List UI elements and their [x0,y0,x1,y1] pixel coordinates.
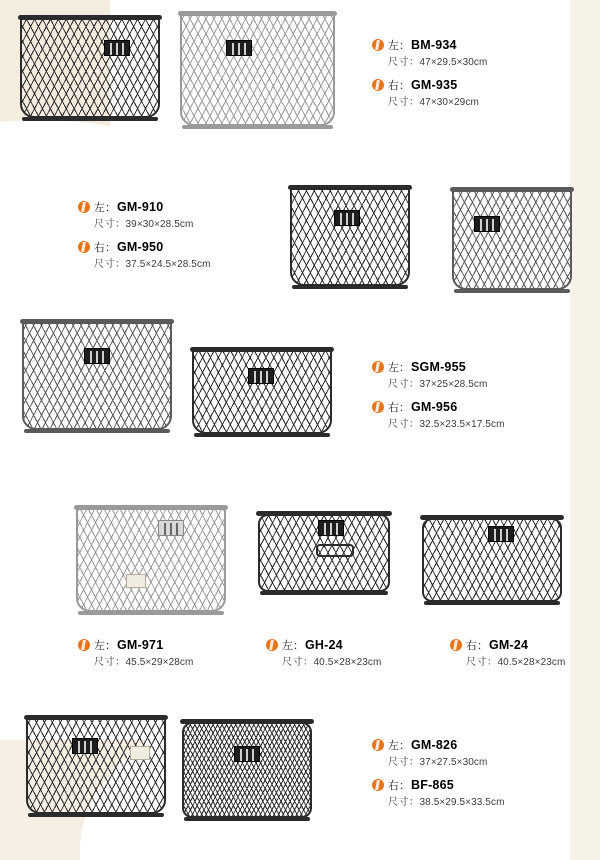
product-image-gm-971 [76,508,226,612]
side-label: 左： [388,740,410,752]
side-label: 左： [94,202,116,214]
side-label: 右： [388,80,410,93]
label-row-code [372,358,505,377]
bullet-icon [372,79,384,91]
side-label: 左： [94,640,116,652]
label-gh-24 [266,636,381,676]
dimension-value: 37×25×28.5cm [419,378,488,390]
mounting-bracket [158,520,184,536]
product-code: GM-971 [117,638,164,652]
bullet-icon [372,779,384,791]
basket-base [22,117,158,121]
label-gm-24 [450,636,565,676]
dimension-label: 尺寸： [388,97,420,109]
dimension-label: 尺寸： [94,656,126,668]
side-label: 右： [388,402,410,415]
dimension-row [388,96,487,111]
basket-base [454,289,570,293]
basket-mesh [26,718,166,814]
product-image-gm-956 [192,350,332,434]
product-code: GM-24 [489,638,529,652]
basket-rim [190,347,334,352]
label-row-code [78,636,193,655]
label-gm-971 [78,636,193,676]
mounting-bracket [318,520,344,536]
basket-mesh [20,18,160,118]
basket-rim [420,515,564,520]
product-image-gm-826 [26,718,166,814]
side-label: 右： [388,780,410,793]
product-code: GH-24 [305,638,343,652]
label-gm-826 [372,736,505,817]
product-code: GM-950 [117,240,164,255]
dimension-label: 尺寸： [388,797,420,809]
label-row-code [372,76,487,95]
dimension-label: 尺寸： [388,56,420,68]
product-image-gm-950 [452,190,572,290]
basket-mesh [22,322,172,430]
product-code: GM-826 [411,738,458,752]
mounting-bracket [234,746,260,762]
dimension-value: 39×30×28.5cm [125,218,194,230]
basket-base [28,813,164,817]
label-row-code [372,398,505,417]
basket-base [78,611,224,615]
basket-rim [20,319,174,324]
dimension-label: 尺寸： [388,756,420,768]
product-code: BF-865 [411,778,454,793]
dimension-value: 37.5×24.5×28.5cm [125,259,211,271]
mounting-bracket [104,40,130,56]
product-image-gm-910 [290,188,410,286]
basket-mesh [452,190,572,290]
dimension-value: 37×27.5×30cm [419,756,488,768]
label-row-code [266,636,381,655]
dimension-row [388,418,505,433]
product-image-gm-935 [180,14,335,126]
mounting-bracket [72,738,98,754]
product-code: GM-935 [411,78,458,93]
dimension-label: 尺寸： [466,656,498,668]
basket-base [182,125,333,129]
basket-base [24,429,170,433]
label-row-code [78,198,211,217]
carry-handle [316,544,354,557]
basket-rim [74,505,228,510]
dimension-row [282,656,381,671]
dimension-row [388,756,505,771]
basket-base [292,285,408,289]
basket-rim [178,11,337,16]
label-row-code [372,36,487,55]
dimension-value: 38.5×29.5×33.5cm [419,797,505,809]
product-code: BM-934 [411,38,457,52]
basket-base [424,601,560,605]
product-image-sgm-955 [22,322,172,430]
dimension-row [466,656,565,671]
side-label: 左： [388,40,410,52]
product-tag [130,746,150,760]
basket-mesh [290,188,410,286]
dimension-row [388,796,505,811]
bullet-icon [372,401,384,413]
basket-base [260,591,388,595]
side-label: 左： [388,362,410,374]
dimension-value: 47×30×29cm [419,97,479,109]
dimension-row [388,56,487,71]
basket-base [194,433,330,437]
dimension-row [94,218,211,233]
bullet-icon [372,361,384,373]
dimension-row [94,656,193,671]
label-sgm-955 [372,358,505,439]
bullet-icon [372,739,384,751]
bullet-icon [450,639,462,651]
basket-rim [18,15,162,20]
basket-mesh [182,722,312,818]
basket-base [184,817,310,821]
dimension-row [94,258,211,273]
basket-mesh [180,14,335,126]
dimension-label: 尺寸： [282,656,314,668]
product-image-gh-24 [258,514,390,592]
basket-rim [256,511,392,516]
mounting-bracket [248,368,274,384]
mounting-bracket [84,348,110,364]
dimension-label: 尺寸： [388,378,420,390]
product-code: GM-910 [117,200,164,214]
product-code: GM-956 [411,400,458,415]
dimension-value: 40.5×28×23cm [313,656,382,668]
product-tag [126,574,146,588]
bullet-icon [266,639,278,651]
bullet-icon [78,201,90,213]
product-image-gm-24 [422,518,562,602]
basket-rim [288,185,412,190]
mounting-bracket [334,210,360,226]
mounting-bracket [474,216,500,232]
basket-mesh [192,350,332,434]
label-gm-910 [78,198,211,279]
product-image-bm-934 [20,18,160,118]
bullet-icon [78,639,90,651]
product-image-bf-865 [182,722,312,818]
mounting-bracket [488,526,514,542]
dimension-label: 尺寸： [94,259,126,271]
label-row-code [78,238,211,257]
label-bm-934 [372,36,487,117]
bullet-icon [78,241,90,253]
background-right-band [570,0,600,860]
basket-rim [24,715,168,720]
dimension-label: 尺寸： [94,218,126,230]
dimension-label: 尺寸： [388,419,420,431]
label-row-code [372,776,505,795]
dimension-value: 47×29.5×30cm [419,56,488,68]
bullet-icon [372,39,384,51]
side-label: 右： [94,242,116,255]
label-row-code [450,636,565,655]
mounting-bracket [226,40,252,56]
dimension-value: 40.5×28×23cm [497,656,566,668]
product-code: SGM-955 [411,360,466,374]
basket-rim [450,187,574,192]
dimension-row [388,378,505,393]
basket-rim [180,719,314,724]
side-label: 左： [282,640,304,652]
side-label: 右： [466,640,488,652]
basket-mesh [76,508,226,612]
dimension-value: 32.5×23.5×17.5cm [419,419,505,431]
dimension-value: 45.5×29×28cm [125,656,194,668]
label-row-code [372,736,505,755]
